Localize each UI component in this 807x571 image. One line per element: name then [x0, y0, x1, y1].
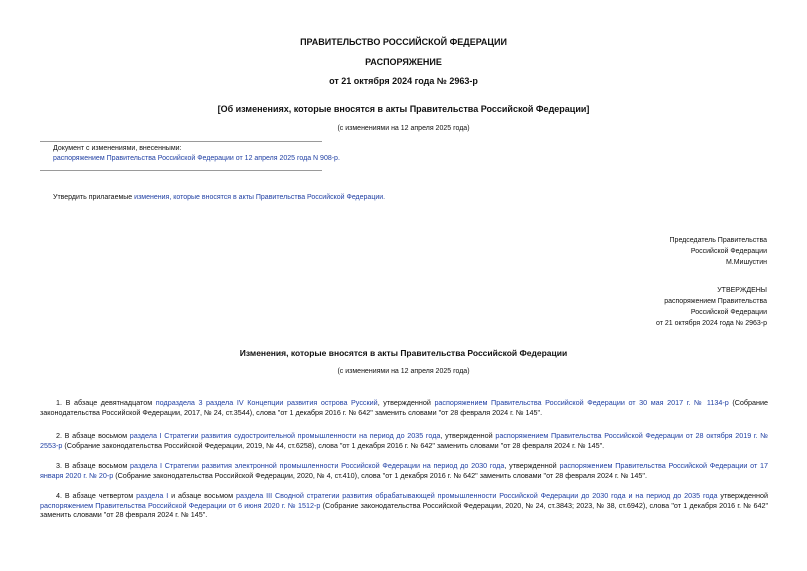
item-text: 2. В абзаце восьмом — [56, 431, 128, 440]
item-link[interactable]: раздела I — [136, 491, 169, 500]
signature-block — [670, 235, 767, 268]
changes-section-title: Изменения, которые вносятся в акты Правительства Российской Федерации — [239, 348, 568, 358]
approved-date-number: от 21 октября 2024 года № 2963-р — [655, 320, 767, 327]
changes-box-top-divider — [40, 141, 322, 142]
item-text: и абзаце восьмом — [168, 491, 234, 500]
change-item-4 — [40, 491, 768, 520]
item-link[interactable]: раздела I Стратегии развития электронной промышленности Российской Федерации на период до 2030 года — [130, 461, 505, 470]
item-text: утвержденной — [717, 491, 768, 500]
changes-section-revision: (с изменениями на 12 апреля 2025 года) — [337, 368, 470, 375]
change-item-1 — [40, 398, 768, 417]
changes-box-intro: Документ с изменениями, внесенными: — [53, 145, 182, 152]
approved-by: распоряжением Правительства — [664, 298, 767, 305]
approve-prefix: Утвердить прилагаемые — [53, 194, 133, 201]
item-text: (Собрание законодательства Российской Федерации, 2020, № 24, ст.3843; 2023, № 38, ст.6942), слова "от 1 декабря 2016 г. № 642" заменить словами "от 28 февраля 2024 г. № 145". — [40, 500, 769, 519]
government-name: ПРАВИТЕЛЬСТВО РОССИЙСКОЙ ФЕДЕРАЦИИ — [300, 37, 507, 47]
item-text: , утвержденной — [504, 461, 557, 470]
item-text: 4. В абзаце четвертом — [56, 491, 134, 500]
item-text: 1. В абзаце девятнадцатом — [56, 398, 153, 407]
approved-label: УТВЕРЖДЕНЫ — [717, 287, 767, 294]
revision-note: (с изменениями на 12 апреля 2025 года) — [337, 125, 470, 132]
item-link[interactable]: раздела I Стратегии развития судостроительной промышленности на период до 2035 года — [129, 431, 441, 440]
item-text: 3. В абзаце восьмом — [56, 461, 128, 470]
document-type: РАСПОРЯЖЕНИЕ — [365, 57, 442, 67]
changes-box-bottom-divider — [40, 170, 322, 171]
item-text: , утвержденной — [377, 398, 431, 407]
item-link[interactable]: подраздела 3 раздела IV Концепции развития острова Русский — [155, 398, 378, 407]
item-link[interactable]: распоряжением Правительства Российской Федерации от 28 октября 2019 г. № 2553-р — [40, 431, 769, 450]
document-date-number: от 21 октября 2024 года № 2963-р — [329, 76, 478, 86]
item-text: (Собрание законодательства Российской Федерации, 2020, № 4, ст.410), слова "от 1 декабря 2016 г. № 642" заменить словами "от 28 февраля 2024 г. № 145". — [113, 470, 647, 480]
item-text: (Собрание законодательства Российской Федерации, 2019, № 44, ст.6258), слова "от 1 декабря 2016 г. № 642" заменить словами "от 28 февраля 2024 г. № 145". — [62, 440, 605, 450]
approved-country: Российской Федерации — [690, 309, 767, 316]
item-link[interactable]: распоряжением Правительства Российской Федерации от 17 января 2020 г. № 20-р — [40, 461, 769, 480]
item-text: , утвержденной — [440, 431, 493, 440]
change-item-3 — [40, 461, 768, 480]
change-item-2 — [40, 431, 768, 450]
signature-country: Российской Федерации — [690, 248, 767, 255]
item-link[interactable]: распоряжением Правительства Российской Федерации от 6 июня 2020 г. № 1512-р — [40, 500, 321, 510]
document-title: [Об изменениях, которые вносятся в акты Правительства Российской Федерации] — [217, 104, 590, 114]
signature-position: Председатель Правительства — [669, 237, 767, 244]
signature-name: М.Мишустин — [725, 259, 767, 266]
approve-link[interactable]: изменения, которые вносятся в акты Правительства Российской Федерации. — [134, 194, 386, 201]
approve-sentence — [53, 194, 385, 201]
item-text: (Собрание законодательства Российской Федерации, 2017, № 24, ст.3544), слова "от 1 декабря 2016 г. № 642" заменить словами "от 28 февраля 2024 г. № 145". — [40, 398, 769, 417]
changes-box-link[interactable]: распоряжением Правительства Российской Федерации от 12 апреля 2025 года N 908-р. — [53, 155, 340, 162]
approved-block — [656, 285, 767, 329]
item-link[interactable]: распоряжением Правительства Российской Федерации от 30 мая 2017 г. № 1134-р — [434, 398, 729, 407]
item-link[interactable]: раздела III Сводной стратегии развития обрабатывающей промышленности Российской Федерации до 2030 года и на период до 2035 года — [236, 491, 718, 500]
